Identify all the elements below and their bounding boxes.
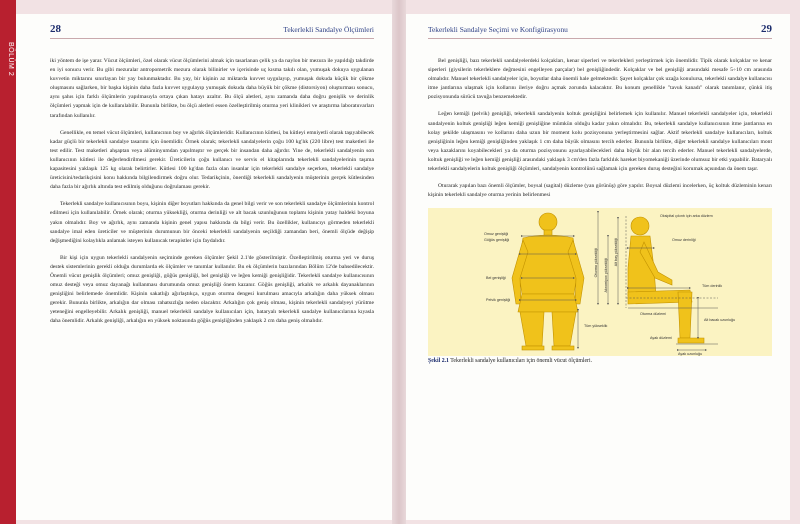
paragraph: iki yöntem de işe yarar. Vücut ölçümleri, özel olarak vücut ölçümlerini almak için tasarlanan çelik ya da naylon bir mezura ile yapıldığı takdirde en iyi sonucu verir. Bu gibi mezuralar antropometrik mezura olarak bilinirler ve içerisinde uç kısma takılı olan, yumuşak dokuya uygulanan kuvvetin miktarını sınırlayan bir yay bulunmaktadır. Bu yay, bir kişinin az miktarda kuvvet uygulayıp, yumuşak dokuda küçük bir çökme oluşmasını sağlarken, bir başka kişinin daha fazla kuvvet uygulayıp yumuşak dokuda daha büyük bir çökme (distorsiyon) oluşturması sonucu, aynı şahıs için farklı ölçümlerin yapılmasıyla ortaya çıkan hatayı azaltır. Bu ölçü aletleri, aynı zamanda daha doğru genişlik ve derinlik ölçümleri yapmak için de kullanılabilir. Bununla birlikte, bu ölçü aletleri essen özelleştirilmiş oturma yeri klinikleri ve araştırma laboratuvarları tarafından kullanılır. (50, 58, 374, 119)
figure-illustration (428, 208, 772, 356)
chapter-color-strip (0, 0, 16, 524)
label-waist-width: Bel genişliği (486, 276, 506, 281)
page-number: 28 (50, 23, 61, 35)
caption-text: Tekerlekli sandalye kullanıcıları için önemli vücut ölçümleri. (450, 358, 593, 365)
paragraph: Bir kişi için uygun tekerlekli sandalyenin seçiminde gereken ölçümler Şekil 2.1'de gösterilmiştir. Özelleştirilmiş oturma yeri ve duruş destek sistemlerinin gerekli olduğu durumlarda ek ölçümler ve tanımlar kullanılır. Bu ek ölçümlerin bazılarından Bölüm 12'de bahsedilecektir. Önemli vücut genişlik ölçümleri; omuz genişliği, göğüs genişliği, bel genişliği ve leğen kemiği genişliğidir. Tekerlekli sandalye kullanıcısının omuz desteği veya omuz dayanağı kullanması durumunda omuz genişliği önem kazanır. Göğüs genişliği, arkalık ve arkalık dayanaklarının genişliğini belirlemede önemlidir. Kişinin sakatlığı ağırlaştıkça, uygun oturma dengesi kurulması amacıyla arkalığın daha yüksek olması gerekir. Bununla birlikte, arkalığın dar olması rahatsızlığa neden olacaktır. Arkalığın çok geniş olması, kişinin tekerlekli sandalyeyi yürütme yeteneğini engelleyebilir. Arkalık genişliği, manuel tekerlekli sandalye kullanıcıları için, bataryalı tekerlekli sandalye kullanıcılarına kıyasla daha önemlidir. Arkalık genişliği, arkalığın en yüksek noktasında göğüs genişliğinden yaklaşık 2 cm daha geniş olmalıdır. (50, 254, 374, 325)
label-head-height: Alt baş yüksekliği (614, 238, 618, 267)
paragraph: Genellikle, en temel vücut ölçümleri, kullanıcının boy ve ağırlık ölçümleridir. Kullanıcının kütlesi, bu kütleyi emniyetli olarak taşıyabilecek kadar güçlü bir tekerlekli sandalye tasarımı için önemlidir. Örnek olarak; tekerlekli sandalyelerin çoğu 100 kg'lık (220 libre) test maketleri ile test edilir. Test maketleri ahşaptan veya alüminyumdan yapılmıştır ve gerçek bir insandan daha ağırdır. Yine de, tekerlekli sandalyenin son kullanıcının kütlesi ile değerlendirilmesi gerekir. Üreticilerin çoğu kullanıcı ve servis el kitaplarında tekerlekli sandalyelerinin taşıma kapasitesini yaklaşık 125 kg olarak belirtirler. Kütlesi 100 kg'dan fazla olan insanlar için tekerlekli sandalye seçerken, tekerlekli sandalye üreticisini/tedarikçisini konu hakkında bilgilendirmek doğru olur. Tedarikçinin, önerdiği tekerlekli sandalyenin müşterinin gerçek kütlesinden daha fazla bir ağırlık altında test edilmiş olduğunu doğrulaması gerekir. (50, 129, 374, 191)
label-total-depth: Tüm derinlik (702, 284, 723, 289)
label-sitting-height: Oturma yüksekliği (594, 248, 598, 278)
label-lower-leg-length: Alt bacak uzunluğu (704, 318, 736, 323)
paragraph: Leğen kemiği (pelvik) genişliği, tekerlekli sandalyenin koltuk genişliğini belirlemek için kullanılır. Manuel tekerlekli sandalyeler için, tekerlekli sandalyenin koltuk genişliği leğen kemiği genişliğine mümkün olduğu kadar yakın olmalıdır. Bu, tekerlekli sandalye kullanıcısının itme jantlarına en kolay şekilde ulaşmasını ve kollarını daha uzun bir moment kolu pozisyonuna yerleştirmesini sağlar. Aktif tekerlekli sandalye kullanıcıları, koltuk genişliğinin leğen kemiği genişliğinden yaklaşık 1 cm daha büyük olmasını tercih ederler. Bununla birlikte, diğer tekerlekli sandalye kullanıcıları mont veya kazaklarını koyabilecekleri ya da oturma pozisyonunu ayarlayabilecekleri daha büyük bir alan tercih ederler. Manuel tekerlekli sandalyelerde, koltuk genişliği ve leğen kemiği genişliği arasındaki yaklaşık 3 cm'den fazla farklılık hareket biyomekaniği üzerinde olumsuz bir etki yapabilir. Bataryalı tekerlekli sandalyelerin koltuk genişliği ölçümleri, sandalyenin kontrolünü sağlamak için gereken duruş desteğini korumak açısından da önem taşır. (428, 111, 772, 173)
caption-label: Şekil 2.1 (428, 358, 449, 365)
figure-background (428, 208, 772, 356)
label-foot-length: Ayak uzunluğu (678, 352, 703, 357)
body-measurements-figure (428, 208, 772, 356)
book-gutter (392, 0, 406, 524)
left-page (16, 14, 392, 520)
label-seat-plane: Oturma düzlemi (640, 312, 667, 317)
right-page-header (428, 14, 772, 39)
paragraph: Oturarak yapılan bazı önemli ölçümler, boysal (sagital) düzleme (yan görünüş) göre yapılır. Boysal düzlemi incelerken, üç koltuk düzleminin kenarı kişinin tekerlekli sandalye oturma yerinin belirlenmesi (428, 183, 772, 199)
left-page-header (50, 14, 374, 39)
chapter-tab: BÖLÜM 2 (7, 41, 14, 77)
label-acromion-height: Akromiyon yüksekliği (604, 258, 608, 293)
label-chest-width: Göğüs genişliği (484, 238, 510, 243)
right-body-text (428, 57, 772, 200)
running-head: Tekerlekli Sandalye Ölçümleri (283, 25, 374, 34)
label-shoulder-width: Omuz genişliği (484, 232, 509, 237)
paragraph: Bel genişliği, bazı tekerlekli sandalyelerdeki kolçakları, kenar siperleri ve tekerlekleri yerleştirmek için önemlidir. Tipik olarak kolçaklar ve kenar siperleri (giysilerin tekerleklere değmesini engelleyen parçalar) bel genişliğindedir. Kolçaklar ve bel genişliği arasındaki mesafe 5÷10 cm arasında olmalıdır. Manuel tekerlekli sandalyeler için, boyutlar daha önemli hale gelmektedir. Şayet kolçaklar çok uzağa konulursa, tekerlekli sandalye kullanıcısı itme jantlarına ulaşmak için kollarını ileriye doğru açmak zorunda kalacaktır. Bu konum genellikle "tavuk kanadı" olarak tanımlanır, çünkü itiş pozisyonunda sürücü tavuğa benzemektedir. (428, 58, 772, 101)
paragraph: Tekerlekli sandalye kullanıcısının boyu, kişinin diğer boyutları hakkında da genel bilgi verir ve son tekerlekli sandalye ölçümlerinin kontrol edilmesi için kullanılabilir. Örnek olarak; oturma yüksekliği, oturma derinliği ve alt bacak uzunluğunun toplamı kişinin yatay haldeki boyuna yakın olmalıdır. Boy ve ağırlık, aynı zamanda kişinin genel yapısı hakkında da bilgi verir. Bu özellikler, kullanıcıyı görmeden tekerlekli sandalye imal eden üreticiler ve müşterinin durumunun bir önceki tekerlekli sandalyenin seçildiği zamandan beri, önemli ölçüde değişip değişmediğini kolaylıkla anlamak isteyen kullanıcak terapistler için faydalıdır. (50, 201, 374, 244)
label-total-height: Tüm yükseklik (584, 324, 608, 329)
page-number: 29 (761, 23, 772, 35)
right-page (406, 14, 790, 520)
figure-caption (428, 358, 772, 364)
page-edge (790, 0, 800, 524)
running-head: Tekerlekli Sandalye Seçimi ve Konfigürasyonu (428, 25, 568, 34)
label-pelvic-width: Pelvik genişliği (486, 298, 511, 303)
label-occipital-plane: Oksipital çıkıntı için arka düzlem (660, 214, 713, 219)
left-body-text (50, 57, 374, 327)
label-shoulder-depth: Omuz derinliği (672, 238, 696, 243)
label-foot-plane: Ayak düzlemi (650, 336, 672, 341)
